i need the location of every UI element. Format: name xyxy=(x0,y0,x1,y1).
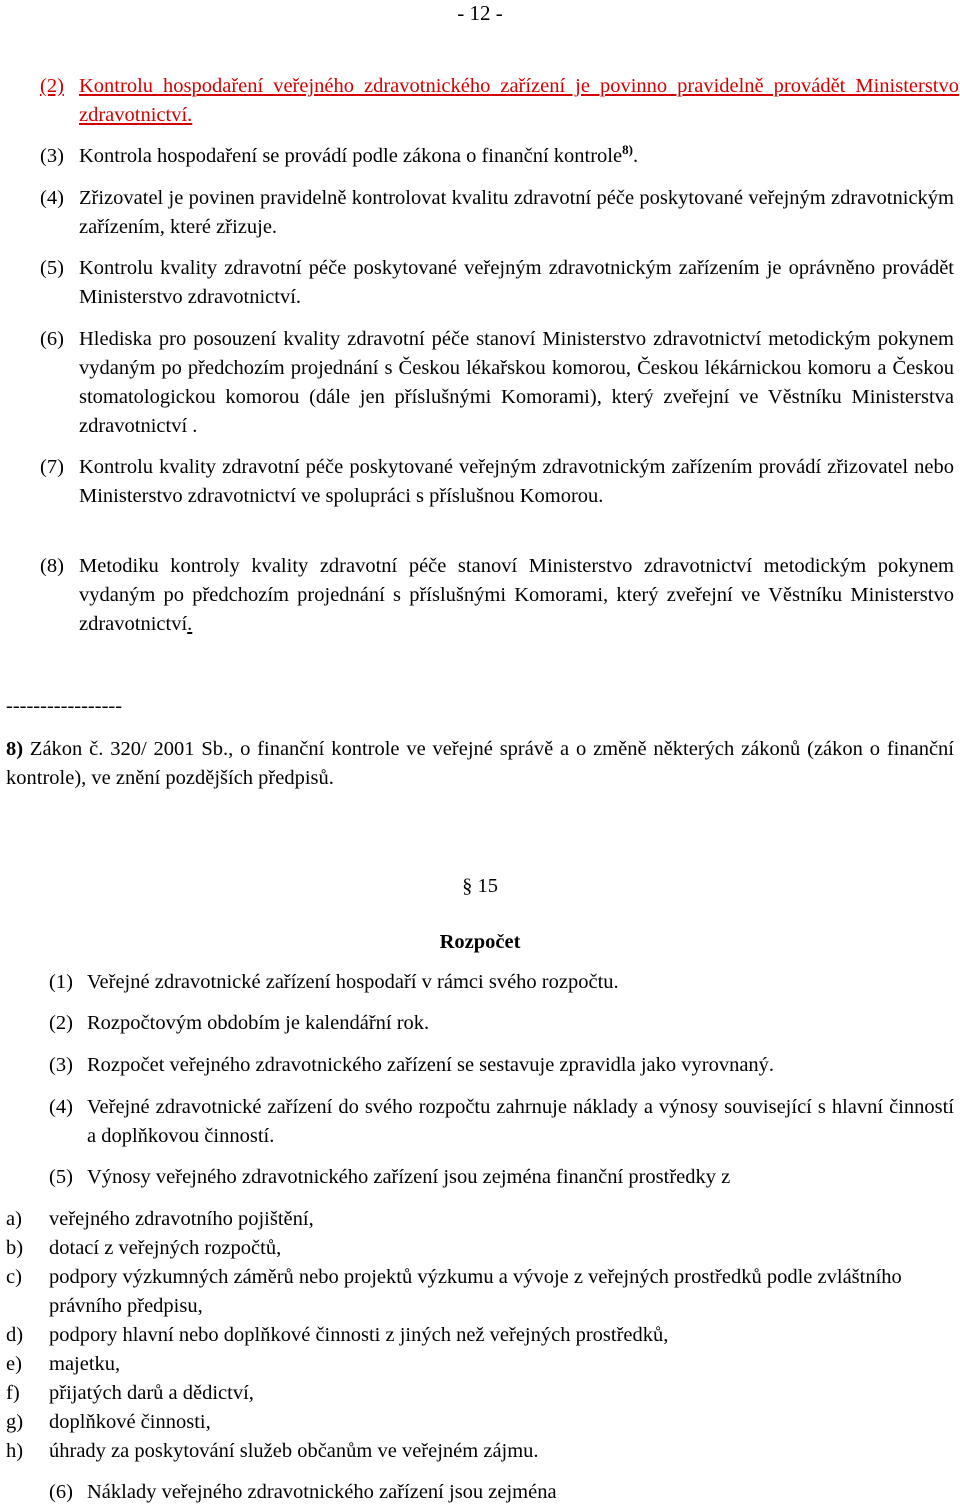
paragraph-7 xyxy=(40,453,954,511)
paragraph-label: (4) xyxy=(40,187,64,209)
paragraph-6 xyxy=(40,325,954,441)
paragraph-label: (5) xyxy=(40,257,64,279)
footnote-mark: 8) xyxy=(6,738,24,760)
paragraph-label: (2) xyxy=(49,1012,73,1034)
paragraph-label: (5) xyxy=(49,1166,73,1188)
section-number: § 15 xyxy=(462,875,498,897)
paragraph-text: Hlediska pro posouzení kvality zdravotní péče stanoví Ministerstvo zdravotnictví metodickým pokynem vydaným po předchozím projednání s Českou lékařskou komorou, Českou lékárnickou komoru a Českou stomatologickou komorou (dále jen příslušnými Komorami), který zveřejní ve Věstníku Ministerstva zdravotnictví . xyxy=(79,328,954,437)
budget-paragraph-3 xyxy=(49,1051,954,1080)
paragraph-text-tail: . xyxy=(632,145,639,167)
paragraph-text-main: Kontrola hospodaření se provádí podle zákona o finanční kontrole xyxy=(79,145,623,167)
paragraph-text: Kontrolu hospodaření veřejného zdravotnického zařízení je povinno pravidelně provádět Ministerstvo zdravotnictví. xyxy=(79,75,959,126)
paragraph-text-main: Metodiku kontroly kvality zdravotní péče stanoví Ministerstvo zdravotnictví metodickým pokynem vydaným po předchozím projednání s příslušnými Komorami, který zveřejní ve Věstníku Ministerstvo zdravotnictví xyxy=(79,555,954,635)
paragraph-text xyxy=(79,552,954,639)
list-item xyxy=(6,1263,954,1321)
paragraph-2 xyxy=(40,72,959,130)
section-title: Rozpočet xyxy=(439,931,521,953)
paragraph-text: Výnosy veřejného zdravotnického zařízení jsou zejména finanční prostředky z xyxy=(87,1166,731,1188)
list-item-text: podpory výzkumných záměrů nebo projektů výzkumu a vývoje z veřejných prostředků podle zvláštního právního předpisu, xyxy=(49,1266,902,1317)
list-item xyxy=(6,1205,954,1234)
paragraph-text: Zřizovatel je povinen pravidelně kontrolovat kvalitu zdravotní péče poskytované veřejným zdravotnickým zařízením, které zřizuje. xyxy=(79,187,954,238)
paragraph-5 xyxy=(40,254,954,312)
budget-paragraph-6 xyxy=(49,1478,954,1507)
list-item-text: veřejného zdravotního pojištění, xyxy=(49,1208,314,1230)
paragraph-8 xyxy=(40,552,954,639)
paragraph-text: Rozpočet veřejného zdravotnického zařízení se sestavuje zpravidla jako vyrovnaný. xyxy=(87,1054,775,1076)
paragraph-label: (7) xyxy=(40,456,64,478)
list-item xyxy=(6,1234,954,1263)
list-item-label: h) xyxy=(6,1440,24,1462)
paragraph-label: (2) xyxy=(40,75,64,97)
paragraph-text: Veřejné zdravotnické zařízení hospodaří v rámci svého rozpočtu. xyxy=(87,971,619,993)
paragraph-label: (3) xyxy=(49,1054,73,1076)
list-item-label: e) xyxy=(6,1353,22,1375)
footnote xyxy=(6,735,954,793)
list-item-text: přijatých darů a dědictví, xyxy=(49,1382,254,1404)
paragraph-label: (6) xyxy=(49,1481,73,1503)
paragraph-text: Veřejné zdravotnické zařízení do svého rozpočtu zahrnuje náklady a výnosy související s hlavní činností a doplňkovou činností. xyxy=(87,1096,954,1147)
list-item-text: dotací z veřejných rozpočtů, xyxy=(49,1237,282,1259)
list-item-text: doplňkové činnosti, xyxy=(49,1411,211,1433)
list-item-text: podpory hlavní nebo doplňkové činnosti z jiných než veřejných prostředků, xyxy=(49,1324,669,1346)
paragraph-text: Kontrolu kvality zdravotní péče poskytované veřejným zdravotnickým zařízením je oprávněno provádět Ministerstvo zdravotnictví. xyxy=(79,257,954,308)
paragraph-3 xyxy=(40,142,954,171)
list-item xyxy=(6,1321,954,1350)
paragraph-label: (4) xyxy=(49,1096,73,1118)
list-item-label: d) xyxy=(6,1324,24,1346)
paragraph-label: (3) xyxy=(40,145,64,167)
budget-paragraph-2 xyxy=(49,1009,954,1038)
footnote-separator: ----------------- xyxy=(6,695,123,717)
list-item xyxy=(6,1350,954,1379)
paragraph-text-tail: . xyxy=(187,613,193,635)
footnote-reference: 8) xyxy=(622,142,633,158)
list-item-label: g) xyxy=(6,1411,24,1433)
list-item xyxy=(6,1379,954,1408)
list-item-label: c) xyxy=(6,1266,22,1288)
paragraph-text xyxy=(79,142,954,171)
paragraph-text: Kontrolu kvality zdravotní péče poskytované veřejným zdravotnickým zařízením provádí zřizovatel nebo Ministerstvo zdravotnictví ve spolupráci s příslušnou Komorou. xyxy=(79,456,954,507)
paragraph-label: (1) xyxy=(49,971,73,993)
list-item-text: majetku, xyxy=(49,1353,121,1375)
list-item-label: f) xyxy=(6,1382,20,1404)
budget-paragraph-4 xyxy=(49,1093,954,1151)
page-number: - 12 - xyxy=(457,1,503,25)
list-item xyxy=(6,1437,954,1466)
paragraph-text: Rozpočtovým obdobím je kalendářní rok. xyxy=(87,1012,430,1034)
footnote-law: Zákon č. 320/ 2001 Sb. xyxy=(29,738,229,760)
budget-paragraph-5 xyxy=(49,1163,954,1192)
list-item-label: a) xyxy=(6,1208,22,1230)
list-item-text: úhrady za poskytování služeb občanům ve veřejném zájmu. xyxy=(49,1440,539,1462)
list-item xyxy=(6,1408,954,1437)
footnote-text: , o finanční kontrole ve veřejné správě a o změně některých zákonů (zákon o finanční kontrole), ve znění pozdějších předpisů. xyxy=(6,738,955,789)
paragraph-label: (6) xyxy=(40,328,64,350)
paragraph-4 xyxy=(40,184,954,242)
paragraph-label: (8) xyxy=(40,555,64,577)
budget-paragraph-1 xyxy=(49,968,954,997)
list-item-label: b) xyxy=(6,1237,24,1259)
paragraph-text: Náklady veřejného zdravotnického zařízení jsou zejména xyxy=(87,1481,557,1503)
